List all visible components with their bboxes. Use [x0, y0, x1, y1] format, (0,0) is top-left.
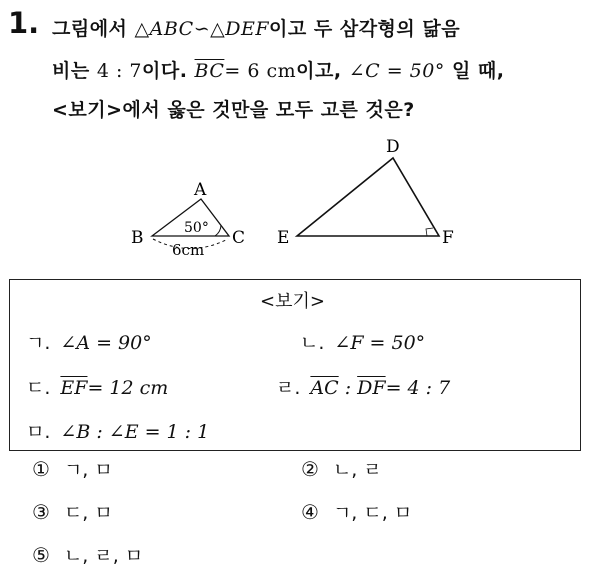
- bogi-item-b: [300, 328, 425, 355]
- choice-number: ①: [32, 457, 50, 481]
- bogi-marker: ㄷ.: [26, 377, 51, 399]
- choice-number: ④: [301, 500, 319, 524]
- question-text: 이다.: [142, 60, 195, 82]
- choice-5[interactable]: [32, 541, 143, 568]
- choice-text: ㄷ, ㅁ: [63, 502, 113, 524]
- bogi-marker: ㄹ.: [276, 377, 301, 399]
- similarity-statement: △ABC∽△DEF: [134, 18, 270, 40]
- angle-f-mark: [426, 228, 433, 236]
- segment-bc: $\overline{BC}$: [194, 60, 225, 82]
- angle-label: 50°: [184, 220, 209, 236]
- choice-4[interactable]: [301, 498, 412, 525]
- ratio-separator: :: [338, 377, 358, 399]
- question-text: 그림에서: [52, 18, 135, 40]
- segment-ef: $\overline{EF}$: [60, 377, 88, 399]
- question-text: 이고 두 삼각형의 닮음: [269, 18, 461, 40]
- choice-number: ②: [301, 457, 319, 481]
- question-line-3: <보기>에서 옳은 것만을 모두 고른 것은?: [52, 99, 415, 121]
- choice-text: ㄴ, ㄹ: [332, 459, 382, 481]
- triangles-figure: [0, 0, 613, 280]
- label-c: C: [232, 228, 246, 248]
- bogi-marker: ㄱ.: [26, 332, 51, 354]
- bogi-statement: = 12 cm: [87, 377, 169, 399]
- segment-ac: $\overline{AC}$: [310, 377, 339, 399]
- question-number: 1.: [8, 6, 40, 40]
- angle-c: ∠C = 50°: [348, 60, 445, 82]
- choice-text: ㄴ, ㄹ, ㅁ: [63, 545, 144, 567]
- bogi-item-e: [26, 417, 209, 444]
- bc-length: = 6 cm: [224, 60, 297, 82]
- bogi-item-a: [26, 328, 152, 355]
- choice-2[interactable]: [301, 455, 382, 482]
- label-e: E: [277, 228, 290, 248]
- angle-c-arc: [215, 225, 221, 236]
- question-text: 일 때,: [444, 60, 505, 82]
- question-text: 비는: [52, 60, 97, 82]
- bogi-statement: = 4 : 7: [385, 377, 451, 399]
- question-text: 이고,: [296, 60, 349, 82]
- side-label: 6cm: [172, 241, 205, 259]
- label-d: D: [386, 137, 400, 157]
- label-a: A: [194, 180, 207, 200]
- choice-text: ㄱ, ㄷ, ㅁ: [332, 502, 413, 524]
- label-f: F: [442, 228, 454, 248]
- bogi-item-c: [26, 373, 168, 400]
- choice-number: ③: [32, 500, 50, 524]
- segment-df: $\overline{DF}$: [357, 377, 386, 399]
- bogi-marker: ㅁ.: [26, 421, 51, 443]
- choice-1[interactable]: [32, 455, 113, 482]
- triangle-def: [297, 158, 439, 236]
- bogi-statement: ∠F = 50°: [334, 332, 426, 354]
- bogi-statement: ∠A = 90°: [60, 332, 152, 354]
- bogi-title: <보기>: [260, 291, 325, 312]
- choice-number: ⑤: [32, 543, 50, 567]
- ratio-value: 4 : 7: [96, 60, 142, 82]
- bogi-statement: ∠B : ∠E = 1 : 1: [60, 421, 210, 443]
- bogi-marker: ㄴ.: [300, 332, 325, 354]
- choice-3[interactable]: [32, 498, 113, 525]
- label-b: B: [131, 228, 144, 248]
- bogi-item-d: [276, 373, 450, 400]
- choice-text: ㄱ, ㅁ: [63, 459, 113, 481]
